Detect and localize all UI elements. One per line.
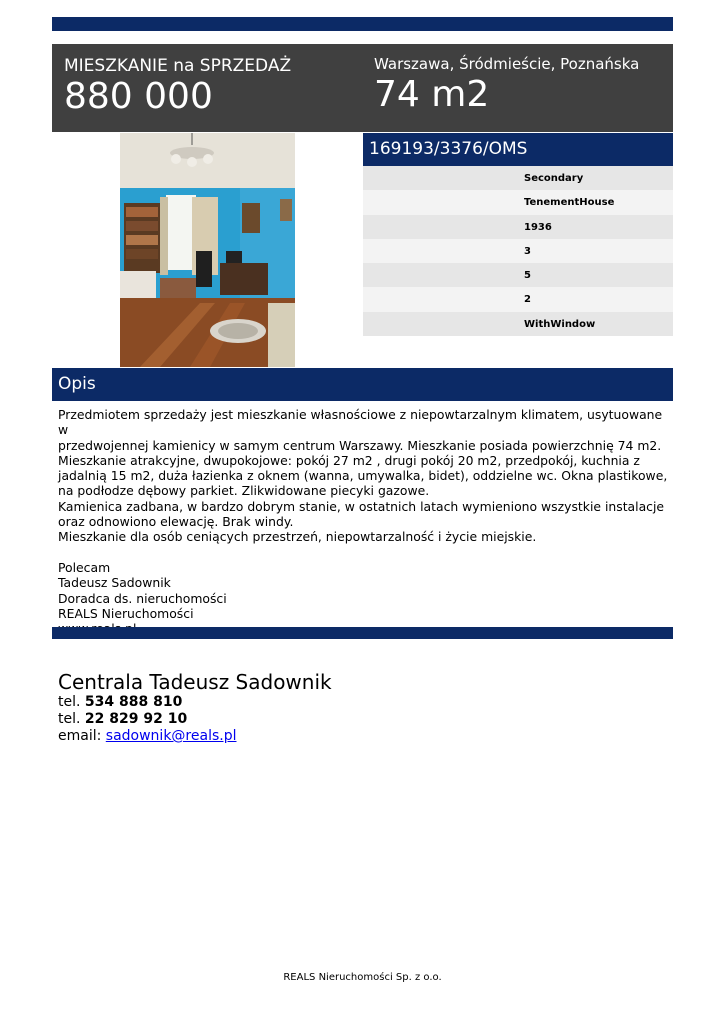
email-label: email: <box>58 728 102 744</box>
signature-line: Doradca ds. nieruchomości <box>58 590 227 606</box>
description-heading-bar <box>52 368 673 401</box>
property-row-3 <box>363 239 673 263</box>
property-value: 2 <box>524 294 531 306</box>
description-line: na podłodze dębowy parkiet. Zlikwidowane piecyki gazowe. <box>58 483 430 499</box>
price: 880 000 <box>64 76 213 117</box>
section-divider-band <box>52 627 673 639</box>
phone-line-1 <box>58 694 332 711</box>
description-line: Mieszkanie atrakcyjne, dwupokojowe: pokój 27 m2 , drugi pokój 20 m2, przedpokój, kuchnia z <box>58 452 640 468</box>
description-line: oraz odnowiono elewację. Brak windy. <box>58 514 294 530</box>
location: Warszawa, Śródmieście, Poznańska <box>374 55 640 73</box>
property-value: Secondary <box>524 173 584 184</box>
phone-line-2 <box>58 711 332 728</box>
signature-line: Polecam <box>58 559 111 575</box>
property-row-year <box>363 215 673 239</box>
property-row-building-type <box>363 190 673 214</box>
property-row-5 <box>363 287 673 311</box>
email-line <box>58 728 332 745</box>
footer: REALS Nieruchomości Sp. z o.o. <box>283 972 442 983</box>
area: 74 m2 <box>374 74 490 115</box>
phone-number-2: 22 829 92 10 <box>84 711 188 727</box>
reference-bar <box>363 133 673 166</box>
property-list <box>363 166 673 336</box>
apartment-interior-photo <box>120 133 295 367</box>
property-row-market <box>363 166 673 190</box>
tel-label: tel. <box>58 694 81 710</box>
property-value: 5 <box>524 270 531 282</box>
phone-number-1: 534 888 810 <box>84 694 183 710</box>
description-line: Przedmiotem sprzedaży jest mieszkanie własnościowe z niepowtarzalnym klimatem, usytuowane w <box>58 407 663 438</box>
property-row-bathroom <box>363 312 673 336</box>
offer-type: MIESZKANIE na SPRZEDAŻ <box>64 56 292 76</box>
property-row-4 <box>363 263 673 287</box>
contact-block <box>58 670 332 745</box>
reference-number: 169193/3376/OMS <box>369 139 528 159</box>
top-band <box>52 17 673 31</box>
signature-line: REALS Nieruchomości <box>58 605 194 621</box>
tel-label: tel. <box>58 711 81 727</box>
property-value: WithWindow <box>524 318 596 330</box>
email-link[interactable]: sadownik@reals.pl <box>105 728 237 744</box>
description-line: Mieszkanie dla osób ceniących przestrzeń, niepowtarzalność i życie miejskie. <box>58 529 537 545</box>
description-line: jadalnią 15 m2, duża łazienka z oknem (wanna, umywalka, bidet), oddzielne wc. Okna plastikowe, <box>58 468 668 484</box>
description-line: Kamienica zadbana, w bardzo dobrym stanie, w ostatnich latach wymieniono wszystkie instalacje <box>58 498 665 514</box>
description-text <box>58 407 670 636</box>
listing-header <box>52 44 673 132</box>
description-heading: Opis <box>58 374 96 394</box>
property-value: 1936 <box>524 221 552 233</box>
description-line: przedwojennej kamienicy w samym centrum Warszawy. Mieszkanie posiada powierzchnię 74 m2. <box>58 437 662 453</box>
contact-name: Centrala Tadeusz Sadownik <box>58 670 332 694</box>
signature-line: Tadeusz Sadownik <box>58 575 171 591</box>
property-value: TenementHouse <box>524 197 615 209</box>
property-value: 3 <box>524 245 531 257</box>
